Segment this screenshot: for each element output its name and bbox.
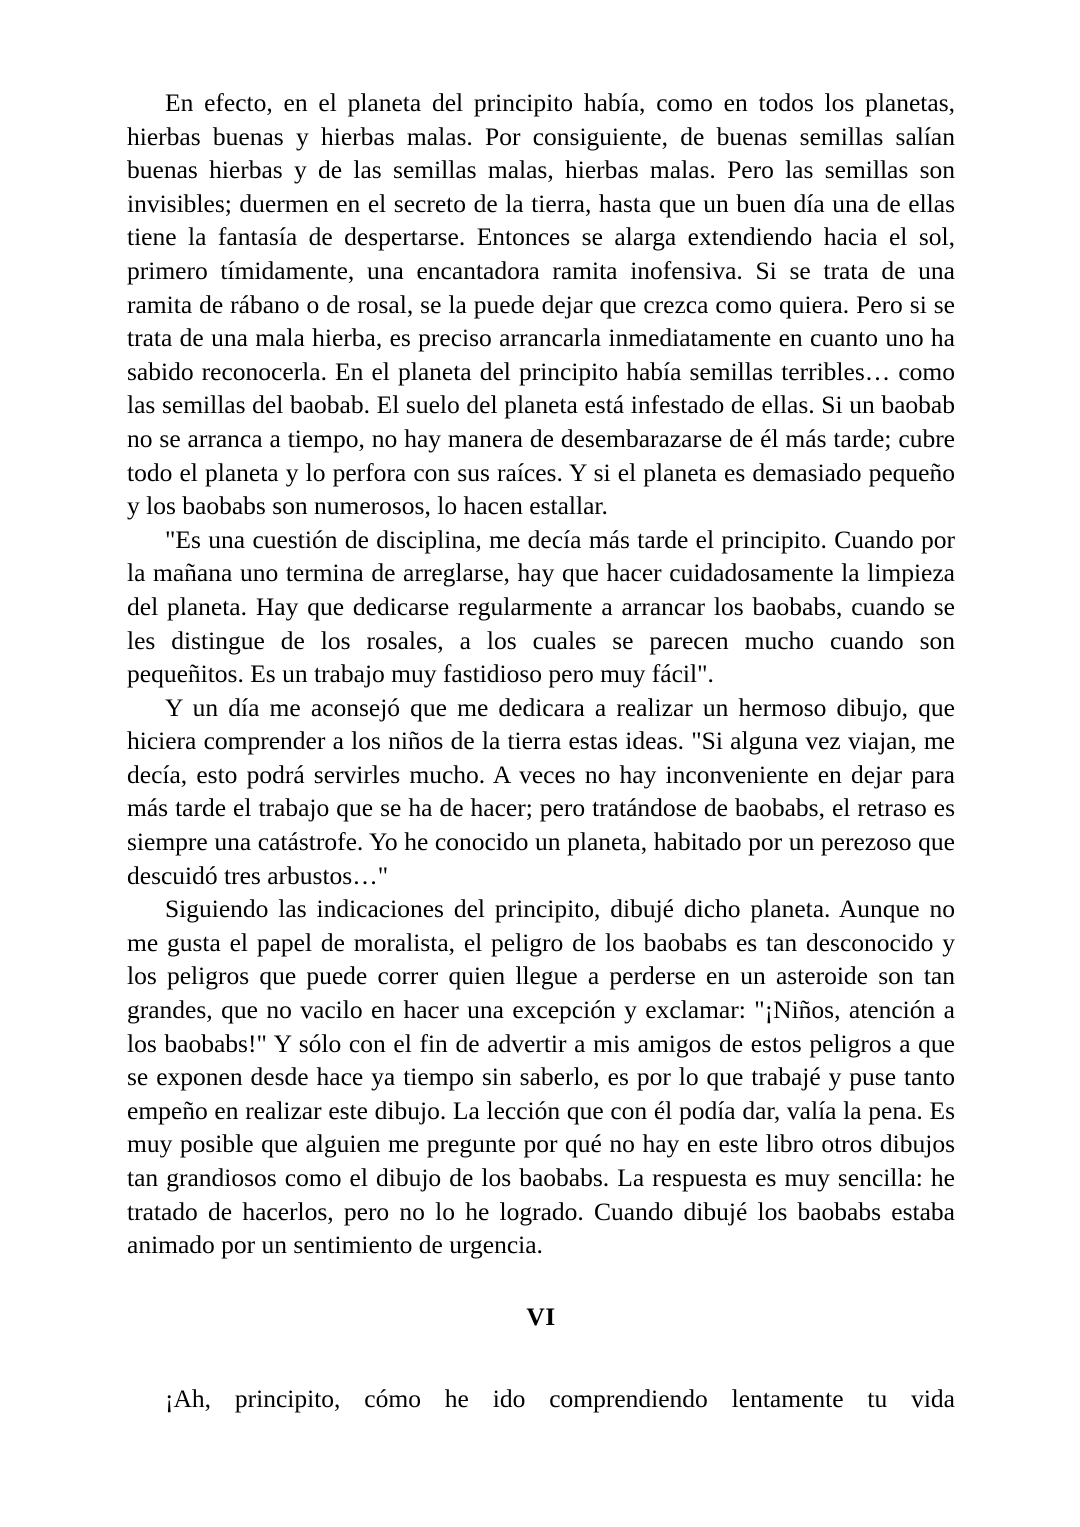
body-paragraph-1: En efecto, en el planeta del principito había, como en todos los planetas, hierbas buenas y hierbas malas. Por consiguiente, de buenas semillas salían buenas hierbas y de las semillas malas, hierbas malas. Pero las semillas son invisibles; duermen en el secreto de la tierra, hasta que un buen día una de ellas tiene la fantasía de despertarse. Entonces se alarga extendiendo hacia el sol, primero tímidamente, una encantadora ramita inofensiva. Si se trata de una ramita de rábano o de rosal, se la puede dejar que crezca como quiera. Pero si se trata de una mala hierba, es preciso arrancarla inmediatamente en cuanto uno ha sabido reconocerla. En el planeta del principito había semillas terribles… como las semillas del baobab. El suelo del planeta está infestado de ellas. Si un baobab no se arranca a tiempo, no hay manera de desembarazarse de él más tarde; cubre todo el planeta y lo perfora con sus raíces. Y si el planeta es demasiado pequeño y los baobabs son numerosos, lo hacen estallar. (127, 88, 955, 521)
body-paragraph-4: Siguiendo las indicaciones del principito, dibujé dicho planeta. Aunque no me gusta el papel de moralista, el peligro de los baobabs es tan desconocido y los peligros que puede correr quien llegue a perderse en un asteroide son tan grandes, que no vacilo en hacer una excepción y exclamar: "¡Niños, atención a los baobabs!" Y sólo con el fin de advertir a mis amigos de estos peligros a que se exponen desde hace ya tiempo sin saberlo, es por lo que trabajé y puse tanto empeño en realizar este dibujo. La lección que con él podía dar, valía la pena. Es muy posible que alguien me pregunte por qué no hay en este libro otros dibujos tan grandiosos como el dibujo de los baobabs. La respuesta es muy sencilla: he tratado de hacerlos, pero no lo he logrado. Cuando dibujé los baobabs estaba animado por un sentimiento de urgencia. (127, 894, 955, 1260)
body-paragraph-3: Y un día me aconsejó que me dedicara a realizar un hermoso dibujo, que hiciera comprender a los niños de la tierra estas ideas. "Si alguna vez viajan, me decía, esto podrá servirles mucho. A veces no hay inconveniente en dejar para más tarde el trabajo que se ha de hacer; pero tratándose de baobabs, el retraso es siempre una catástrofe. Yo he conocido un planeta, habitado por un perezoso que descuidó tres arbustos…" (127, 692, 955, 890)
body-text-column (127, 86, 955, 1262)
chapter-heading: VI (526, 1302, 556, 1331)
closing-text-column (127, 1382, 955, 1449)
closing-paragraph: ¡Ah, principito, cómo he ido comprendiendo lentamente tu vida (165, 1384, 955, 1413)
body-paragraph-2: "Es una cuestión de disciplina, me decía más tarde el principito. Cuando por la mañana uno termina de arreglarse, hay que hacer cuidadosamente la limpieza del planeta. Hay que dedicarse regularmente a arrancar los baobabs, cuando se les distingue de los rosales, a los cuales se parecen mucho cuando son pequeñitos. Es un trabajo muy fastidioso pero muy fácil". (127, 524, 955, 689)
